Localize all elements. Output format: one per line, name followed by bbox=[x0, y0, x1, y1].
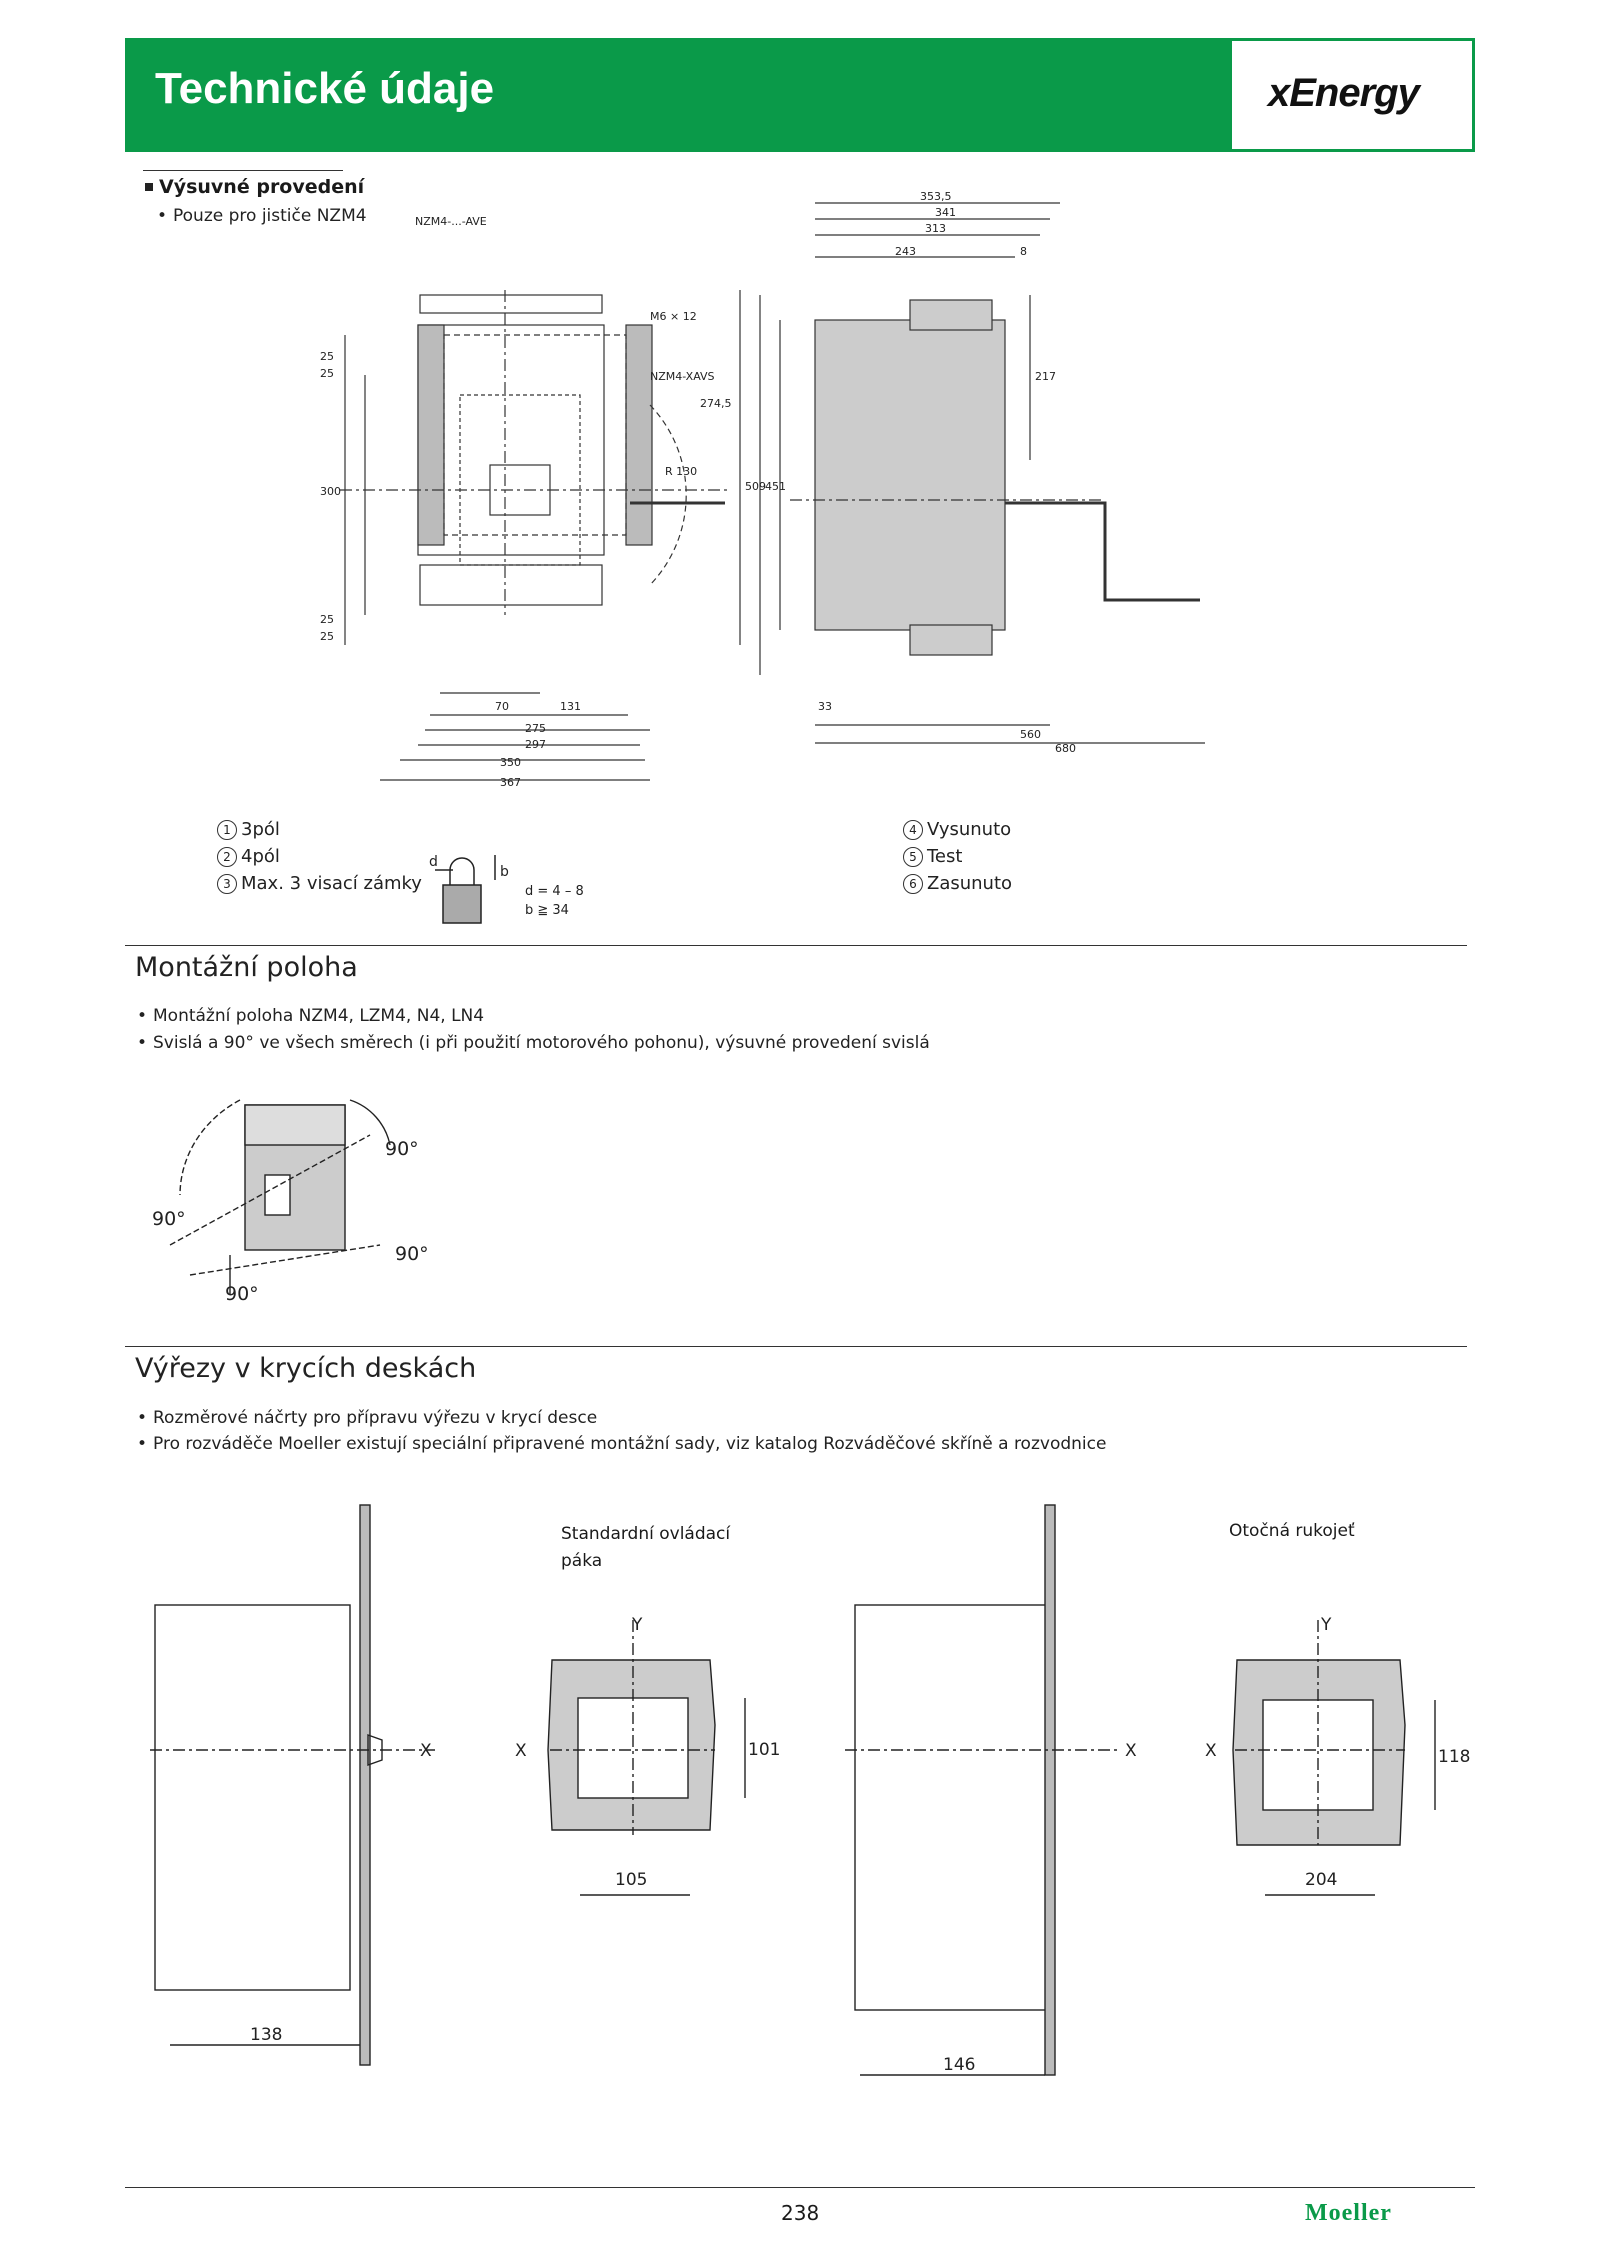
header-banner bbox=[125, 38, 1475, 152]
dim-width: 204 bbox=[1305, 1870, 1338, 1890]
subtitle-rule bbox=[143, 170, 343, 171]
page-title: Technické údaje bbox=[155, 64, 495, 113]
lbl-243: 243 bbox=[895, 245, 916, 258]
padlock-icon bbox=[443, 885, 481, 923]
legend-num: 5 bbox=[903, 847, 923, 867]
caption-rotary-handle: Otočná rukojeť bbox=[1229, 1521, 1355, 1541]
legend-text: 3pól bbox=[241, 819, 280, 840]
section-rule bbox=[125, 945, 1467, 946]
left-rail bbox=[418, 325, 444, 545]
padlock-drawing bbox=[425, 850, 605, 930]
dim-depth: 138 bbox=[250, 2025, 283, 2045]
legend-text: Vysunuto bbox=[927, 819, 1012, 840]
legend-num: 1 bbox=[217, 820, 237, 840]
axis-y: Y bbox=[632, 1615, 643, 1635]
dim-height: 118 bbox=[1438, 1747, 1471, 1767]
legend-text: 4pól bbox=[241, 846, 280, 867]
panel-door bbox=[360, 1505, 370, 2065]
legend-num: 4 bbox=[903, 820, 923, 840]
lock-b: b bbox=[500, 864, 509, 880]
legend-text: Test bbox=[927, 846, 963, 867]
cutouts-bullet: • Pro rozváděče Moeller existují speciální připravené montážní sady, viz katalog Rozváděčové skříně a rozvodnice bbox=[137, 1434, 1106, 1454]
cutout-standard-lever bbox=[150, 1500, 781, 2060]
legend-num: 3 bbox=[217, 874, 237, 894]
axis-x: X bbox=[420, 1741, 432, 1761]
lock-bval: b ≧ 34 bbox=[525, 903, 569, 918]
lbl-341: 341 bbox=[935, 206, 956, 219]
lbl-217: 217 bbox=[1035, 370, 1056, 383]
angle-label: 90° bbox=[385, 1138, 419, 1160]
angle-label: 90° bbox=[395, 1243, 429, 1265]
mounting-position-drawing bbox=[140, 1075, 460, 1315]
lbl-8: 8 bbox=[1020, 245, 1027, 258]
cutout-rotary-handle bbox=[835, 1500, 1475, 2090]
breaker-side bbox=[855, 1605, 1050, 2010]
subtitle-bullet: • Pouze pro jističe NZM4 bbox=[157, 206, 367, 226]
moeller-logo: Moeller bbox=[1305, 2200, 1392, 2226]
lbl-275: 275 bbox=[525, 722, 546, 735]
lbl-70: 70 bbox=[495, 700, 509, 713]
lbl-25d: 25 bbox=[320, 630, 334, 643]
section-title-cutouts: Výřezy v krycích deskách bbox=[135, 1353, 477, 1384]
axis-x: X bbox=[1205, 1741, 1217, 1761]
xenergy-logo bbox=[1232, 41, 1472, 149]
lbl-xavs: NZM4-XAVS bbox=[650, 370, 715, 383]
legend-text: Zasunuto bbox=[927, 873, 1013, 894]
section-title-mounting: Montážní poloha bbox=[135, 952, 358, 983]
lbl-313: 313 bbox=[925, 222, 946, 235]
legend-item bbox=[903, 843, 1012, 870]
footer-rule bbox=[125, 2187, 1475, 2188]
axis-y: Y bbox=[1321, 1615, 1332, 1635]
front-body bbox=[418, 325, 604, 555]
caption-standard-lever: Standardní ovládací páka bbox=[561, 1524, 731, 1571]
lbl-3535: 353,5 bbox=[920, 190, 952, 203]
cutouts-bullet: • Rozměrové náčrty pro přípravu výřezu v krycí desce bbox=[137, 1408, 597, 1428]
panel-door bbox=[1045, 1505, 1055, 2075]
lbl-r130: R 130 bbox=[665, 465, 698, 478]
mounting-bullet: • Svislá a 90° ve všech směrech (i při použití motorového pohonu), výsuvné provedení svislá bbox=[137, 1033, 930, 1053]
angle-label: 90° bbox=[152, 1208, 186, 1230]
lbl-ave: NZM4-...-AVE bbox=[415, 215, 487, 228]
legend-num: 6 bbox=[903, 874, 923, 894]
right-rail bbox=[626, 325, 652, 545]
lbl-33: 33 bbox=[818, 700, 832, 713]
lbl-2745: 274,5 bbox=[700, 397, 732, 410]
legend-item bbox=[217, 843, 422, 870]
lbl-25c: 25 bbox=[320, 613, 334, 626]
lbl-25b: 25 bbox=[320, 367, 334, 380]
dim-depth: 146 bbox=[943, 2055, 976, 2075]
top-rail bbox=[420, 295, 602, 313]
lbl-300: 300 bbox=[320, 485, 341, 498]
lbl-131: 131 bbox=[560, 700, 581, 713]
lbl-451: 451 bbox=[765, 480, 786, 493]
lbl-297: 297 bbox=[525, 738, 546, 751]
lbl-560: 560 bbox=[1020, 728, 1041, 741]
lock-d: d bbox=[429, 854, 438, 870]
lbl-m6: M6 × 12 bbox=[650, 310, 697, 323]
lbl-680: 680 bbox=[1055, 742, 1076, 755]
legend-item bbox=[903, 870, 1012, 897]
axis-x: X bbox=[515, 1741, 527, 1761]
axis-x: X bbox=[1125, 1741, 1137, 1761]
lock-dval: d = 4 – 8 bbox=[525, 884, 584, 899]
logo-text: xEnergy bbox=[1268, 71, 1419, 115]
legend-item bbox=[217, 816, 422, 843]
legend-text: Max. 3 visací zámky bbox=[241, 873, 422, 894]
dim-width: 105 bbox=[615, 1870, 648, 1890]
lbl-350: 350 bbox=[500, 756, 521, 769]
bottom-connectors bbox=[420, 565, 602, 605]
lbl-367: 367 bbox=[500, 776, 521, 789]
legend-left bbox=[217, 816, 422, 897]
square-bullet-icon bbox=[145, 183, 153, 191]
lbl-25a: 25 bbox=[320, 350, 334, 363]
legend-right bbox=[903, 816, 1012, 897]
page-number: 238 bbox=[781, 2201, 820, 2225]
section-rule bbox=[125, 1346, 1467, 1347]
dim-height: 101 bbox=[748, 1740, 781, 1760]
withdrawable-drawing bbox=[310, 185, 1220, 805]
lbl-509: 509 bbox=[745, 480, 766, 493]
angle-label: 90° bbox=[225, 1283, 259, 1305]
legend-num: 2 bbox=[217, 847, 237, 867]
breaker-side bbox=[155, 1605, 350, 1990]
legend-item bbox=[217, 870, 422, 897]
side-body bbox=[815, 320, 1005, 630]
subtitle-text: Výsuvné provedení bbox=[159, 176, 365, 198]
mounting-bullet: • Montážní poloha NZM4, LZM4, N4, LN4 bbox=[137, 1006, 484, 1026]
legend-item bbox=[903, 816, 1012, 843]
